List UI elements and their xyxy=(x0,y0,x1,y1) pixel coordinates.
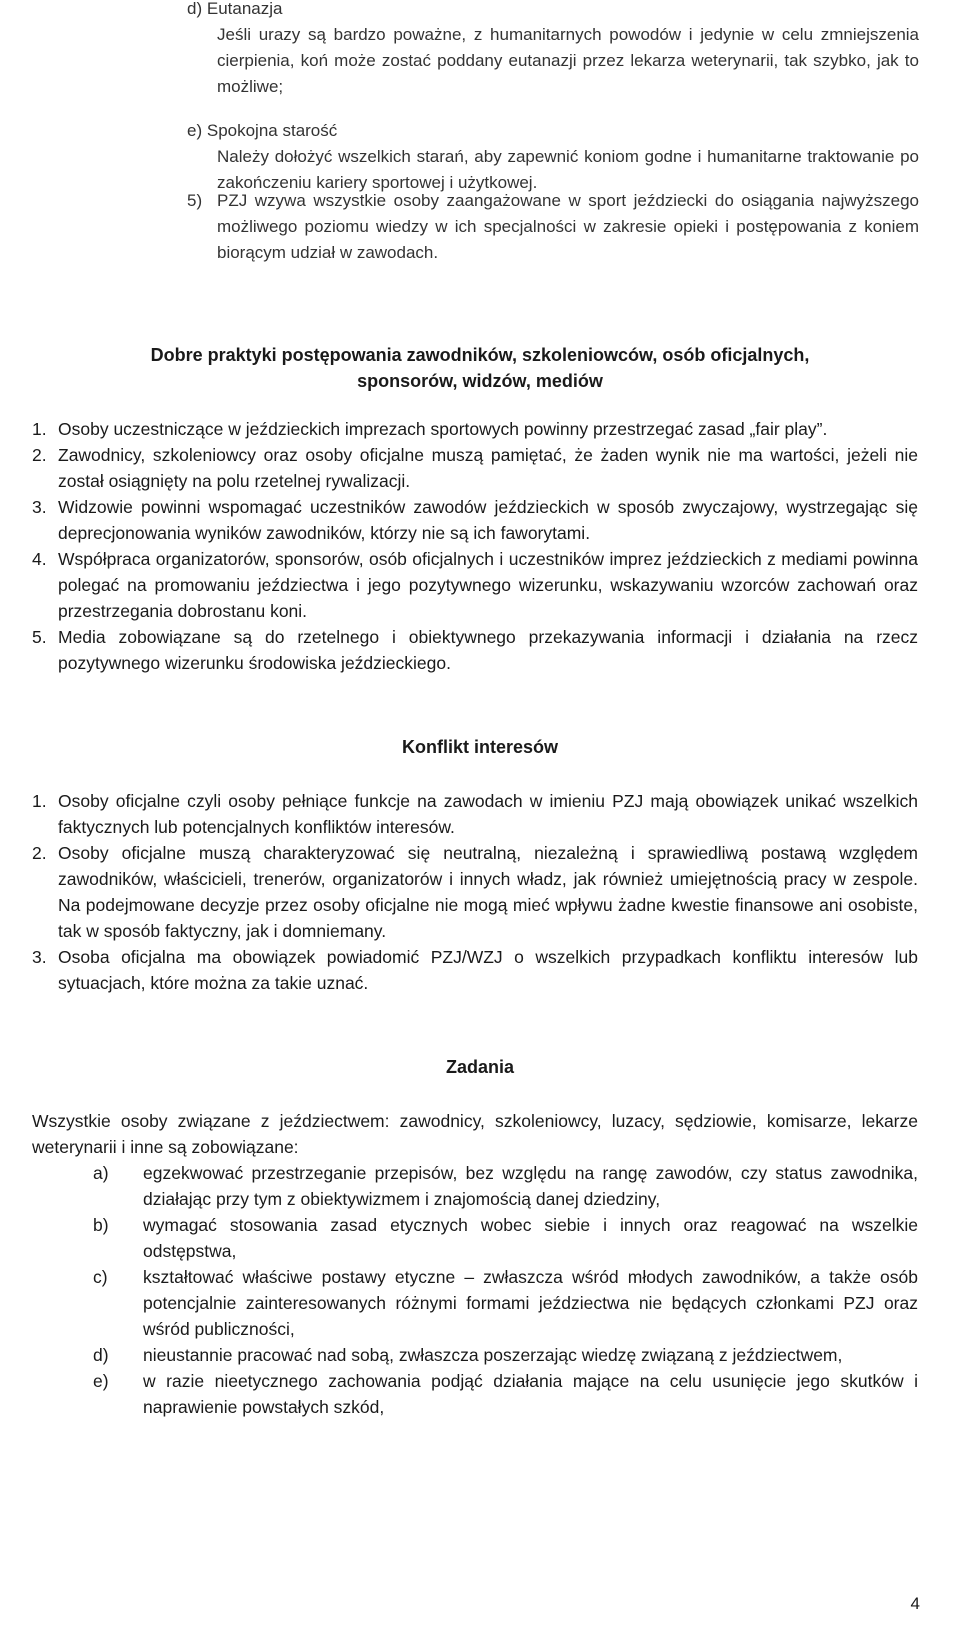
list-item-number: 3. xyxy=(32,947,47,967)
good-practices-heading xyxy=(0,342,960,394)
list-item-letter: a) xyxy=(93,1163,109,1183)
list-item-number: 1. xyxy=(32,419,47,439)
list-item xyxy=(93,1368,918,1420)
section-e-old-age xyxy=(187,118,919,196)
tasks-list xyxy=(93,1160,918,1420)
list-item-number: 1. xyxy=(32,791,47,811)
list-item xyxy=(93,1160,918,1212)
list-item-number: 3. xyxy=(32,497,47,517)
list-item-letter: d) xyxy=(93,1345,109,1365)
list-item-text: wymagać stosowania zasad etycznych wobec siebie i innych oraz reagować na wszelkie odstępstwa, xyxy=(143,1215,918,1261)
tasks-heading: Zadania xyxy=(445,1057,515,1077)
list-item-text: w razie nieetycznego zachowania podjąć działania mające na celu usunięcie jego skutków i naprawienie powstałych szkód, xyxy=(143,1371,918,1417)
list-item xyxy=(32,546,918,624)
list-item-text: Osoby oficjalne muszą charakteryzować się neutralną, niezależną i sprawiedliwą postawą względem zawodników, właścicieli, trenerów, organizatorów i innych władz, jak również umiejętnością pracy w zespole. Na podejmowane decyzje przez osoby oficjalne nie mogą mieć wpływu żadne kwestie finansowe ani osobiste, tak w sposób faktyczny, jak i domniemany. xyxy=(58,843,918,941)
list-item xyxy=(93,1212,918,1264)
list-item-text: egzekwować przestrzeganie przepisów, bez względu na rangę zawodów, czy status zawodnika, działając przy tym z obiektywizmem i znajomością danej dziedziny, xyxy=(143,1163,918,1209)
section-e-label: e) xyxy=(187,121,203,140)
list-item xyxy=(93,1264,918,1342)
section-d-text: Jeśli urazy są bardzo poważne, z humanitarnych powodów i jedynie w celu zmniejszenia cierpienia, koń może zostać poddany eutanazji przez lekarza weterynarii, tak szybko, jak to możliwe; xyxy=(217,25,919,96)
section-d-label: d) xyxy=(187,0,203,18)
list-item xyxy=(32,416,918,442)
list-item-number: 5. xyxy=(32,627,47,647)
list-item xyxy=(32,442,918,494)
list-item-text: kształtować właściwe postawy etyczne – zwłaszcza wśród młodych zawodników, a także osób potencjalnie zainteresowanych różnymi formami jeździectwa nie będących członkami PZJ oraz wśród publiczności, xyxy=(143,1267,918,1339)
list-item xyxy=(32,944,918,996)
conflict-list xyxy=(32,788,918,996)
list-item-letter: b) xyxy=(93,1215,109,1235)
list-item-text: Osoby oficjalne czyli osoby pełniące funkcje na zawodach w imieniu PZJ mają obowiązek unikać wszelkich faktycznych lub potencjalnych konfliktów interesów. xyxy=(58,791,918,837)
good-practices-heading-line1: Dobre praktyki postępowania zawodników, szkoleniowców, osób oficjalnych, xyxy=(150,345,810,365)
list-item-text: Zawodnicy, szkoleniowcy oraz osoby oficjalne muszą pamiętać, że żaden wynik nie ma wartości, jeżeli nie został osiągnięty na polu rzetelnej rywalizacji. xyxy=(58,445,918,491)
point-5-text: PZJ wzywa wszystkie osoby zaangażowane w sport jeździecki do osiągania najwyższego możliwego poziomu wiedzy w ich specjalności w zakresie opieki i postępowania z koniem biorącym udział w zawodach. xyxy=(217,191,919,262)
list-item-text: Osoba oficjalna ma obowiązek powiadomić PZJ/WZJ o wszelkich przypadkach konfliktu interesów lub sytuacjach, które można za takie uznać. xyxy=(58,947,918,993)
list-item-letter: e) xyxy=(93,1371,109,1391)
conflict-heading: Konflikt interesów xyxy=(401,737,558,757)
page-number: 4 xyxy=(910,1594,920,1613)
good-practices-list xyxy=(32,416,918,676)
point-5-label: 5) xyxy=(187,191,203,210)
list-item xyxy=(32,788,918,840)
list-item-text: nieustannie pracować nad sobą, zwłaszcza poszerzając wiedzę związaną z jeździectwem, xyxy=(143,1345,843,1365)
list-item-number: 2. xyxy=(32,445,47,465)
section-d-title: Eutanazja xyxy=(206,0,283,18)
list-item-number: 4. xyxy=(32,549,47,569)
list-item-number: 2. xyxy=(32,843,47,863)
list-item-letter: c) xyxy=(93,1267,108,1287)
list-item xyxy=(93,1342,918,1368)
section-d-heading xyxy=(187,0,919,22)
good-practices-heading-line2: sponsorów, widzów, mediów xyxy=(357,371,603,391)
list-item-text: Widzowie powinni wspomagać uczestników zawodów jeździeckich w sposób zwyczajowy, wystrzegając się deprecjonowania wyników zawodników, którzy nie są ich faworytami. xyxy=(58,497,918,543)
section-d-euthanasia xyxy=(187,0,919,100)
list-item xyxy=(32,494,918,546)
list-item-text: Osoby uczestniczące w jeździeckich imprezach sportowych powinny przestrzegać zasad „fair play”. xyxy=(58,419,828,439)
tasks-intro: Wszystkie osoby związane z jeździectwem: zawodnicy, szkoleniowcy, luzacy, sędziowie, komisarze, lekarze weterynarii i inne są zobowiązane: xyxy=(32,1111,918,1157)
point-5 xyxy=(187,188,919,266)
section-e-title: Spokojna starość xyxy=(206,121,338,140)
list-item xyxy=(32,624,918,676)
list-item-text: Media zobowiązane są do rzetelnego i obiektywnego przekazywania informacji i działania na rzecz pozytywnego wizerunku środowiska jeździeckiego. xyxy=(58,627,918,673)
list-item-text: Współpraca organizatorów, sponsorów, osób oficjalnych i uczestników imprez jeździeckich z mediami powinna polegać na promowaniu jeździectwa i jego pozytywnego wizerunku, wskazywaniu wzorców zachowań oraz przestrzegania dobrostanu koni. xyxy=(58,549,918,621)
section-e-text: Należy dołożyć wszelkich starań, aby zapewnić koniom godne i humanitarne traktowanie po zakończeniu kariery sportowej i użytkowej. xyxy=(217,147,919,192)
list-item xyxy=(32,840,918,944)
section-e-heading xyxy=(187,118,919,144)
